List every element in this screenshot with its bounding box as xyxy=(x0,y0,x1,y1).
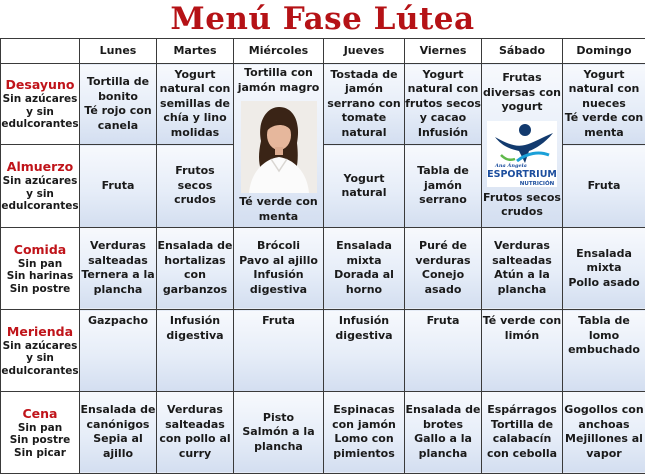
meal-note: Sin azúcares xyxy=(2,175,78,188)
dish-line: Yogurt xyxy=(174,67,216,81)
day-header: Jueves xyxy=(324,39,405,64)
dish-line: digestiva xyxy=(166,328,224,342)
dish-line: salteadas xyxy=(165,417,225,431)
meal-row xyxy=(1,310,645,391)
meal-note: Sin picar xyxy=(14,446,66,459)
meal-note: Sin harinas xyxy=(6,270,74,283)
meal-name: Comida xyxy=(13,241,67,257)
day-header: Viernes xyxy=(405,39,482,64)
dish-line: Infusión xyxy=(253,268,304,282)
dish-line: Frutas xyxy=(502,71,542,85)
dish-line: hortalizas xyxy=(164,253,226,267)
dish-line: chía y lino xyxy=(163,111,227,125)
menu-cell xyxy=(80,145,157,227)
dish-line: Pavo al ajillo xyxy=(239,253,318,267)
dish-line: canela xyxy=(97,118,139,132)
meal-row xyxy=(1,227,645,309)
menu-cell xyxy=(234,310,324,391)
dish-line: curry xyxy=(178,446,212,460)
dish-line: calabacín xyxy=(492,432,552,446)
dish-line: Sepia al xyxy=(93,432,143,446)
dish-line: limón xyxy=(504,328,540,342)
dish-line: natural xyxy=(341,125,387,139)
menu-cell xyxy=(405,227,482,309)
dish-line: embuchado xyxy=(568,343,640,357)
day-header: Martes xyxy=(157,39,234,64)
meal-header xyxy=(1,145,80,227)
meal-row xyxy=(1,391,645,473)
dish-line: Fruta xyxy=(426,314,460,328)
menu-cell xyxy=(563,310,645,391)
nutritionist-photo xyxy=(241,101,317,193)
dish-line: Ensalada de xyxy=(405,403,481,417)
menu-cell xyxy=(157,227,234,309)
menu-cell xyxy=(563,64,645,145)
dish-line: salteadas xyxy=(88,253,148,267)
dish-line: plancha xyxy=(418,446,468,460)
logo-brand: ESPORTRIUM xyxy=(487,168,557,180)
dish-line: bonito xyxy=(98,89,138,103)
menu-cell xyxy=(482,391,563,473)
menu-cell xyxy=(157,391,234,473)
logo-image xyxy=(487,121,557,187)
dish-line: verduras xyxy=(415,253,471,267)
meal-note: Sin pan xyxy=(17,257,63,270)
dish-line: menta xyxy=(584,125,624,139)
dish-line: natural xyxy=(341,186,387,200)
menu-table xyxy=(0,38,645,474)
meal-note: edulcorantes xyxy=(1,364,79,377)
day-header: Domingo xyxy=(563,39,645,64)
dish-line: mixta xyxy=(346,253,382,267)
dish-line: salteadas xyxy=(492,253,552,267)
dish-line: menta xyxy=(258,209,299,223)
menu-cell xyxy=(80,227,157,309)
day-header: Sábado xyxy=(482,39,563,64)
dish-line: secos xyxy=(177,178,213,192)
menu-cell xyxy=(157,64,234,145)
meal-note: Sin azúcares xyxy=(2,339,78,352)
dish-line: brotes xyxy=(422,417,464,431)
dish-line: Gogollos con xyxy=(564,403,644,417)
dish-line: lomo xyxy=(588,328,620,342)
meal-name: Cena xyxy=(22,405,58,421)
portrait-image xyxy=(241,101,317,193)
dish-line: diversas con xyxy=(483,85,561,99)
dish-line: Té rojo con xyxy=(84,104,152,118)
dish-line: Fruta xyxy=(262,314,295,328)
dish-line: serrano xyxy=(419,193,467,207)
meal-name: Desayuno xyxy=(5,77,75,93)
esportrium-logo xyxy=(487,121,557,187)
dish-line: tomate xyxy=(341,111,387,125)
menu-cell xyxy=(157,145,234,227)
dish-line: mixta xyxy=(586,261,622,275)
dish-line: Atún a la xyxy=(494,268,550,282)
menu-cell xyxy=(324,145,405,227)
dish-line: garbanzos xyxy=(162,282,228,296)
meal-note: Sin postre xyxy=(9,282,71,295)
meal-note: Sin pan xyxy=(17,421,63,434)
dish-line: Pollo asado xyxy=(568,275,640,289)
day-header: Miércoles xyxy=(234,39,324,64)
dish-line: Brócoli xyxy=(257,239,300,253)
meal-header xyxy=(1,310,80,391)
dish-line: Tortilla de xyxy=(490,417,554,431)
dish-line: con cebolla xyxy=(486,446,558,460)
dish-line: Tortilla con xyxy=(244,66,313,80)
dish-line: ajillo xyxy=(102,446,134,460)
menu-cell-with-logo xyxy=(482,64,563,228)
dish-line: Espárragos xyxy=(487,403,557,417)
dish-line: Puré de xyxy=(419,239,467,253)
menu-cell xyxy=(234,227,324,309)
menu-cell xyxy=(324,227,405,309)
dish-line: con pollo al xyxy=(159,432,231,446)
menu-cell xyxy=(234,391,324,473)
dish-line: Espinacas xyxy=(333,403,395,417)
dish-line: asado xyxy=(424,282,462,296)
menu-cell xyxy=(80,64,157,145)
dish-line: Fruta xyxy=(587,178,621,192)
meal-name: Merienda xyxy=(6,323,74,339)
meal-note: Sin postre xyxy=(9,434,71,447)
meal-note: y sin xyxy=(26,105,54,118)
meal-name: Almuerzo xyxy=(6,159,74,175)
dish-line: Verduras xyxy=(90,239,146,253)
menu-cell xyxy=(324,64,405,145)
meal-note: y sin xyxy=(26,187,54,200)
dish-line: Té verde con xyxy=(482,314,562,328)
dish-line: Frutos secos xyxy=(483,190,561,204)
menu-cell-with-photo xyxy=(234,64,324,228)
dish-line: Ensalada de xyxy=(80,403,156,417)
dish-line: Fruta xyxy=(101,178,135,192)
menu-cell xyxy=(405,145,482,227)
dish-line: plancha xyxy=(497,282,547,296)
menu-cell xyxy=(405,64,482,145)
page-title: Menú Fase Lútea xyxy=(170,1,475,37)
menu-cell xyxy=(405,391,482,473)
dish-line: frutos secos xyxy=(405,96,481,110)
dish-line: plancha xyxy=(93,282,143,296)
dish-line: serrano con xyxy=(327,96,401,110)
dish-line: Mejillones al xyxy=(565,432,643,446)
dish-line: Yogurt xyxy=(583,67,625,81)
menu-cell xyxy=(482,310,563,391)
dish-line: Infusión xyxy=(169,314,221,328)
dish-line: Verduras xyxy=(167,403,223,417)
dish-line: Infusión xyxy=(417,125,469,139)
dish-line: Tortilla de xyxy=(86,75,150,89)
dish-line: Ensalada xyxy=(576,246,632,260)
header-corner xyxy=(1,39,80,64)
dish-line: y cacao xyxy=(419,111,467,125)
day-header: Lunes xyxy=(80,39,157,64)
menu-cell xyxy=(80,310,157,391)
meal-note: y sin xyxy=(26,352,54,365)
dish-line: yogurt xyxy=(501,100,543,114)
menu-cell xyxy=(563,391,645,473)
dish-line: Ternera a la xyxy=(81,268,155,282)
meal-header xyxy=(1,227,80,309)
dish-line: digestiva xyxy=(249,282,308,296)
menu-cell xyxy=(405,310,482,391)
menu-cell xyxy=(563,227,645,309)
dish-line: con jamón xyxy=(332,417,396,431)
dish-line: pimientos xyxy=(333,446,395,460)
dish-line: Tabla de xyxy=(578,314,630,328)
dish-line: canónigos xyxy=(86,417,150,431)
dish-line: Ensalada de xyxy=(157,239,233,253)
dish-line: Conejo xyxy=(421,268,465,282)
meal-row xyxy=(1,64,645,145)
dish-line: natural con xyxy=(159,82,231,96)
dish-line: jamón magro xyxy=(237,80,320,94)
dish-line: horno xyxy=(345,282,383,296)
dish-line: vapor xyxy=(586,446,622,460)
menu-cell xyxy=(80,391,157,473)
dish-line: Infusión xyxy=(338,314,390,328)
dish-line: con xyxy=(184,268,206,282)
menu-cell xyxy=(157,310,234,391)
meal-header xyxy=(1,391,80,473)
dish-line: natural con xyxy=(407,82,479,96)
dish-line: nueces xyxy=(582,96,626,110)
meal-note: Sin azúcares xyxy=(2,93,78,106)
dish-line: Lomo con xyxy=(334,432,394,446)
dish-line: Ensalada xyxy=(336,239,392,253)
dish-line: Frutos xyxy=(175,164,215,178)
dish-line: jamón xyxy=(423,178,463,192)
day-header-row xyxy=(1,39,645,64)
dish-line: anchoas xyxy=(578,417,630,431)
logo-subtitle: NUTRICIÓN xyxy=(519,180,555,187)
meal-note: edulcorantes xyxy=(1,200,79,213)
dish-line: digestiva xyxy=(335,328,393,342)
dish-line: crudos xyxy=(501,205,543,219)
dish-line: natural con xyxy=(568,82,640,96)
dish-line: Yogurt xyxy=(422,67,464,81)
dish-line: Pisto xyxy=(262,410,295,424)
menu-cell xyxy=(324,310,405,391)
dish-line: Dorada al xyxy=(334,268,394,282)
dish-line: crudos xyxy=(174,193,216,207)
logo-script: Ana Ángela xyxy=(495,162,527,169)
dish-line: molidas xyxy=(170,125,220,139)
dish-line: Gazpacho xyxy=(87,314,149,328)
dish-line: Yogurt xyxy=(343,171,385,185)
dish-line: plancha xyxy=(254,439,303,453)
menu-cell xyxy=(324,391,405,473)
dish-line: Gallo a la xyxy=(414,432,472,446)
dish-line: Té verde con xyxy=(239,195,318,209)
dish-line: jamón xyxy=(344,82,384,96)
dish-line: Tostada de xyxy=(330,67,398,81)
dish-line: Tabla de xyxy=(417,164,469,178)
dish-line: semillas de xyxy=(160,96,230,110)
menu-cell xyxy=(482,227,563,309)
dish-line: Té verde con xyxy=(564,111,644,125)
meal-header xyxy=(1,64,80,145)
dish-line: Verduras xyxy=(494,239,550,253)
dish-line: Salmón a la xyxy=(242,425,315,439)
meal-note: edulcorantes xyxy=(1,118,79,131)
menu-cell xyxy=(563,145,645,227)
